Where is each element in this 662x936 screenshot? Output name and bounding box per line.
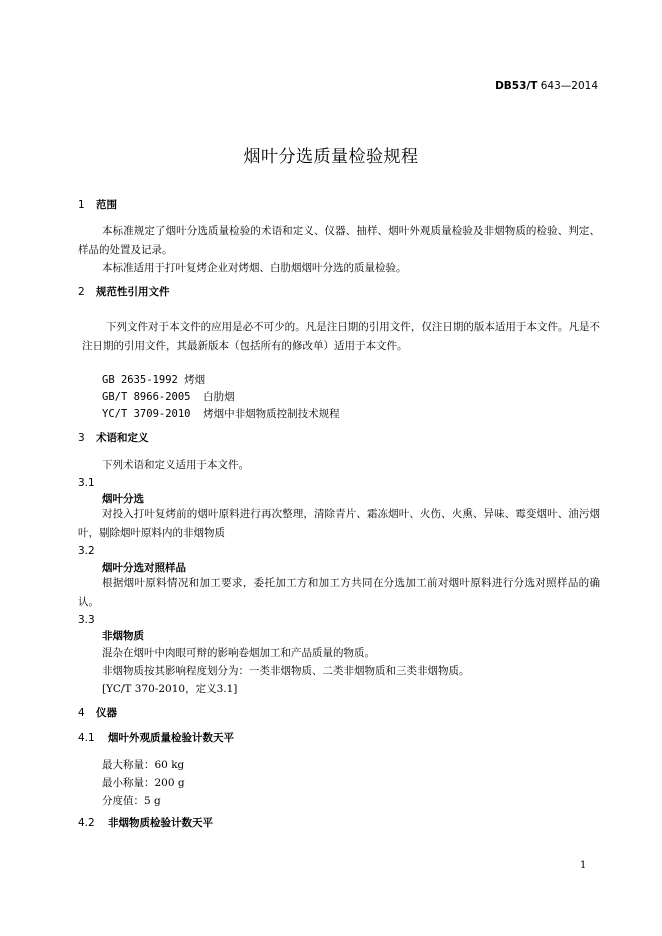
section-1-paragraph-1: 本标准规定了烟叶分选质量检验的术语和定义、仪器、抽样、烟叶外观质量检验及非烟物质的检验、判定、样品的处置及记录。 xyxy=(78,225,600,256)
section-2-paragraph: 下列文件对于本文件的应用是必不可少的。凡是注日期的引用文件，仅注日期的版本适用于本文件。凡是不注日期的引用文件，其最新版本（包括所有的修改单）适用于本文件。 xyxy=(82,321,600,352)
section-4-heading xyxy=(78,706,117,720)
section-number: 2 xyxy=(78,286,85,298)
term-name: 烟叶分选对照样品 xyxy=(102,562,186,574)
term-definition: 混杂在烟叶中肉眼可辩的影响卷烟加工和产品质量的物质。 xyxy=(102,647,375,659)
section-1-heading xyxy=(78,198,117,212)
spec-item: 最小称量：200 g xyxy=(102,777,185,789)
section-number: 4 xyxy=(78,707,85,719)
section-1-paragraph-2: 本标准适用于打叶复烤企业对烤烟、白肋烟烟叶分选的质量检验。 xyxy=(102,262,407,274)
spec-item: 分度值：5 g xyxy=(102,795,161,807)
section-title: 仪器 xyxy=(96,707,117,719)
term-definition: 根据烟叶原料情况和加工要求，委托加工方和加工方共同在分选加工前对烟叶原料进行分选对照样品的确认。 xyxy=(78,577,600,608)
subsection-4-2-heading xyxy=(78,816,213,830)
term-note: 非烟物质按其影响程度划分为：一类非烟物质、二类非烟物质和三类非烟物质。 xyxy=(102,665,470,677)
section-3-intro: 下列术语和定义适用于本文件。 xyxy=(102,459,249,471)
standard-code xyxy=(495,79,598,93)
term-number: 3.2 xyxy=(78,545,95,557)
section-3-heading xyxy=(78,431,149,445)
reference-item: GB/T 8966-2005 白肋烟 xyxy=(102,391,235,403)
standard-number: 643—2014 xyxy=(540,80,598,92)
subsection-title: 非烟物质检验计数天平 xyxy=(108,817,213,829)
page-number: 1 xyxy=(580,860,587,871)
standard-prefix: DB53/T xyxy=(495,80,538,92)
document-title: 烟叶分选质量检验规程 xyxy=(243,147,419,167)
subsection-4-1-heading xyxy=(78,731,234,745)
section-title: 规范性引用文件 xyxy=(96,286,170,298)
term-number: 3.1 xyxy=(78,477,95,489)
term-name: 非烟物质 xyxy=(102,630,144,642)
subsection-title: 烟叶外观质量检验计数天平 xyxy=(108,732,234,744)
reference-item: YC/T 3709-2010 烤烟中非烟物质控制技术规程 xyxy=(102,408,340,420)
subsection-number: 4.2 xyxy=(78,817,95,829)
term-number: 3.3 xyxy=(78,614,95,626)
section-2-heading xyxy=(78,285,170,299)
term-source: [YC/T 370-2010，定义3.1] xyxy=(102,683,238,695)
reference-item: GB 2635-1992 烤烟 xyxy=(102,374,206,386)
section-number: 1 xyxy=(78,199,85,211)
term-name: 烟叶分选 xyxy=(102,493,144,505)
term-definition: 对投入打叶复烤前的烟叶原料进行再次整理，清除青片、霜冻烟叶、火伤、火熏、异味、霉变烟叶、油污烟叶，剔除烟叶原料内的非烟物质 xyxy=(78,508,600,539)
subsection-number: 4.1 xyxy=(78,732,95,744)
section-title: 术语和定义 xyxy=(96,432,149,444)
spec-item: 最大称量：60 kg xyxy=(102,759,185,771)
section-title: 范围 xyxy=(96,199,117,211)
section-number: 3 xyxy=(78,432,85,444)
